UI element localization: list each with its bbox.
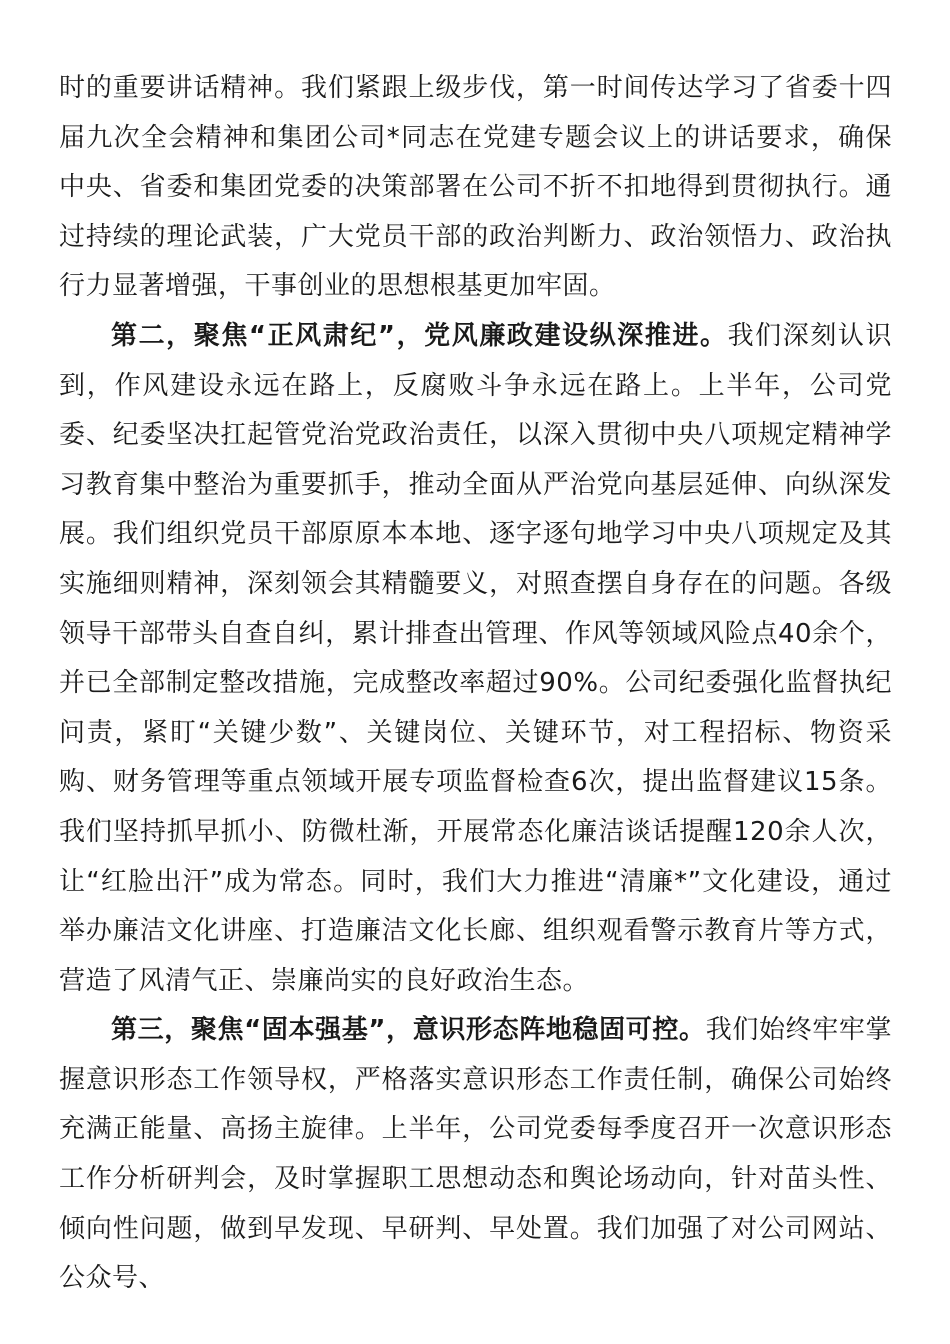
paragraph-third-point	[59, 1006, 892, 1304]
paragraph-heading: 第二，聚焦“正风肃纪”，党风廉政建设纵深推进。	[111, 320, 728, 351]
document-page	[59, 64, 892, 1304]
paragraph-text: 时的重要讲话精神。我们紧跟上级步伐，第一时间传达学习了省委十四届九次全会精神和集团公司*同志在党建专题会议上的讲话要求，确保中央、省委和集团党委的决策部署在公司不折不扣地得到贯彻执行。通过持续的理论武装，广大党员干部的政治判断力、政治领悟力、政治执行力显著增强，干事创业的思想根基更加牢固。	[59, 73, 892, 302]
paragraph-text: 我们深刻认识到，作风建设永远在路上，反腐败斗争永远在路上。上半年，公司党委、纪委坚决扛起管党治党政治责任，以深入贯彻中央八项规定精神学习教育集中整治为重要抓手，推动全面从严治党向基层延伸、向纵深发展。我们组织党员干部原原本本地、逐字逐句地学习中央八项规定及其实施细则精神，深刻领会其精髓要义，对照查摆自身存在的问题。各级领导干部带头自查自纠，累计排查出管理、作风等领域风险点40余个，并已全部制定整改措施，完成整改率超过90%。公司纪委强化监督执纪问责，紧盯“关键少数”、关键岗位、关键环节，对工程招标、物资采购、财务管理等重点领域开展专项监督检查6次，提出监督建议15条。我们坚持抓早抓小、防微杜渐，开展常态化廉洁谈话提醒120余人次，让“红脸出汗”成为常态。同时，我们大力推进“清廉*”文化建设，通过举办廉洁文化讲座、打造廉洁文化长廊、组织观看警示教育片等方式，营造了风清气正、崇廉尚实的良好政治生态。	[59, 320, 892, 996]
paragraph-text: 我们始终牢牢掌握意识形态工作领导权，严格落实意识形态工作责任制，确保公司始终充满正能量、高扬主旋律。上半年，公司党委每季度召开一次意识形态工作分析研判会，及时掌握职工思想动态和舆论场动向，针对苗头性、倾向性问题，做到早发现、早研判、早处置。我们加强了对公司网站、公众号、	[59, 1015, 892, 1294]
paragraph-continuation	[59, 64, 892, 312]
paragraph-second-point	[59, 312, 892, 1006]
paragraph-heading: 第三，聚焦“固本强基”，意识形态阵地稳固可控。	[111, 1015, 706, 1046]
